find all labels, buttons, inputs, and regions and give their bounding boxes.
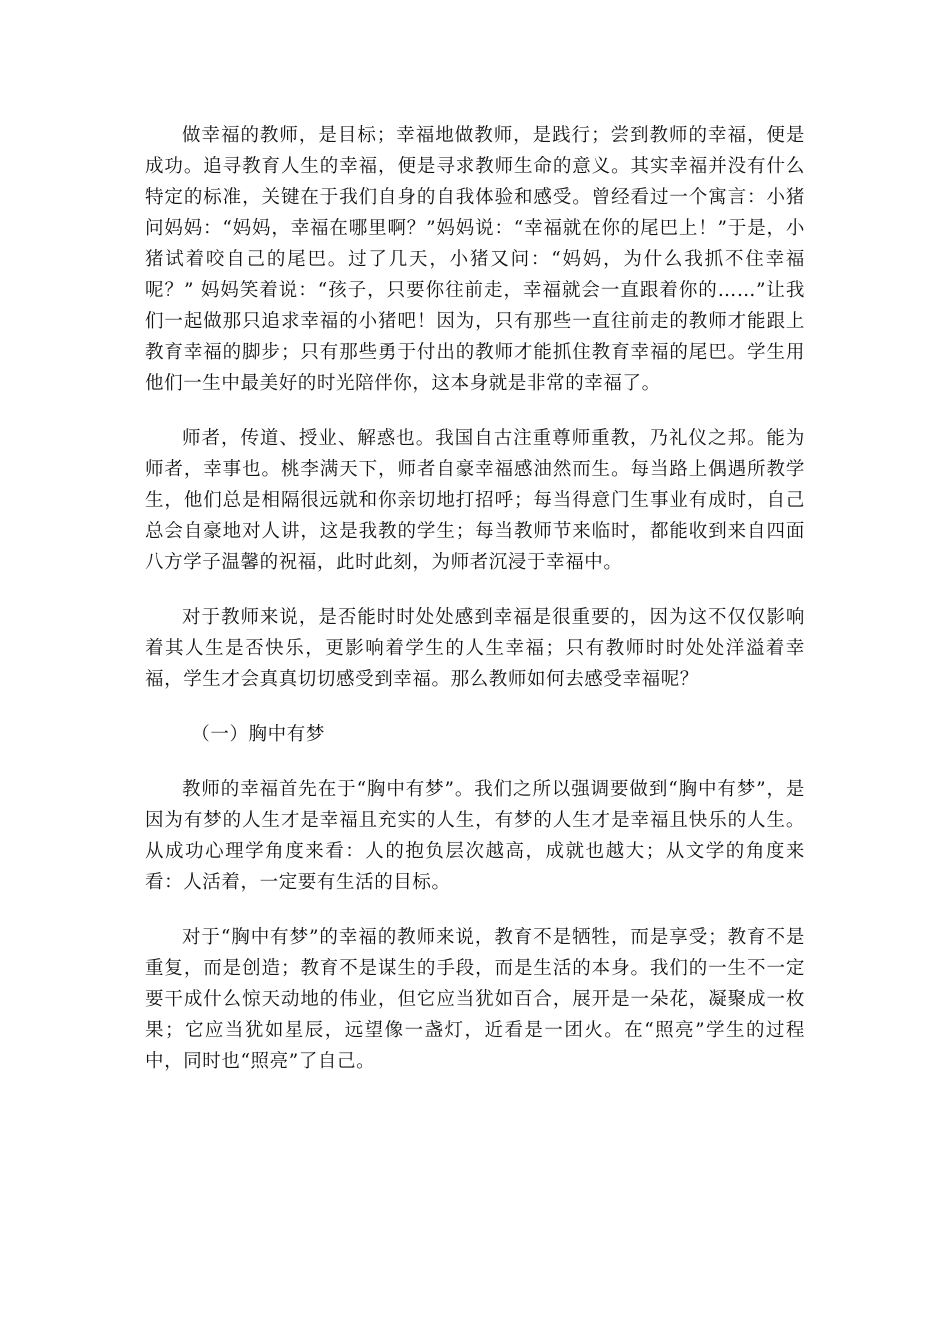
paragraph-happy-teacher: 做幸福的教师，是目标；幸福地做教师，是践行；尝到教师的幸福，便是成功。追寻教育人生的幸福，便是寻求教师生命的意义。其实幸福并没有什么特定的标准，关键在于我们自身的自我体验和感受。曾经看过一个寓言：小猪问妈妈：“妈妈，幸福在哪里啊？”妈妈说：“幸福就在你的尾巴上！”于是，小猪试着咬自己的尾巴。过了几天，小猪又问：“妈妈，为什么我抓不住幸福呢？” 妈妈笑着说：“孩子，只要你往前走，幸福就会一直跟着你的……”让我们一起做那只追求幸福的小猪吧！因为，只有那些一直往前走的教师才能跟上教育幸福的脚步；只有那些勇于付出的教师才能抓住教育幸福的尾巴。学生用他们一生中最美好的时光陪伴你，这本身就是非常的幸福了。	[145, 125, 805, 394]
section-heading: （一）胸中有梦	[191, 724, 325, 745]
paragraph-teacher-role: 师者，传道、授业、解惑也。我国自古注重尊师重教，乃礼仪之邦。能为师者，幸事也。桃李满天下，师者自豪幸福感油然而生。每当路上偶遇所教学生，他们总是相隔很远就和你亲切地打招呼；每当得意门生事业有成时，自己总会自豪地对人讲，这是我教的学生；每当教师节来临时，都能收到来自四面八方学子温馨的祝福，此时此刻，为师者沉浸于幸福中。	[145, 428, 805, 573]
document-body	[145, 120, 805, 1101]
paragraph-education-enjoyment: 对于“胸中有梦”的幸福的教师来说，教育不是牺牲，而是享受；教育不是重复，而是创造；教育不是谋生的手段，而是生活的本身。我们的一生不一定要干成什么惊天动地的伟业，但它应当犹如百合，展开是一朵花，凝聚成一枚果；它应当犹如星辰，远望像一盏灯，近看是一团火。在“照亮”学生的过程中，同时也“照亮”了自己。	[145, 927, 805, 1072]
paragraph-dream-in-heart: 教师的幸福首先在于“胸中有梦”。我们之所以强调要做到“胸中有梦”，是因为有梦的人生才是幸福且充实的人生，有梦的人生才是幸福且快乐的人生。从成功心理学角度来看：人的抱负层次越高，成就也越大；从文学的角度来看：人活着，一定要有生活的目标。	[145, 779, 805, 893]
paragraph-feel-happiness: 对于教师来说，是否能时时处处感到幸福是很重要的，因为这不仅仅影响着其人生是否快乐，更影响着学生的人生幸福；只有教师时时处处洋溢着幸福，学生才会真真切切感受到幸福。那么教师如何去感受幸福呢？	[145, 607, 805, 690]
